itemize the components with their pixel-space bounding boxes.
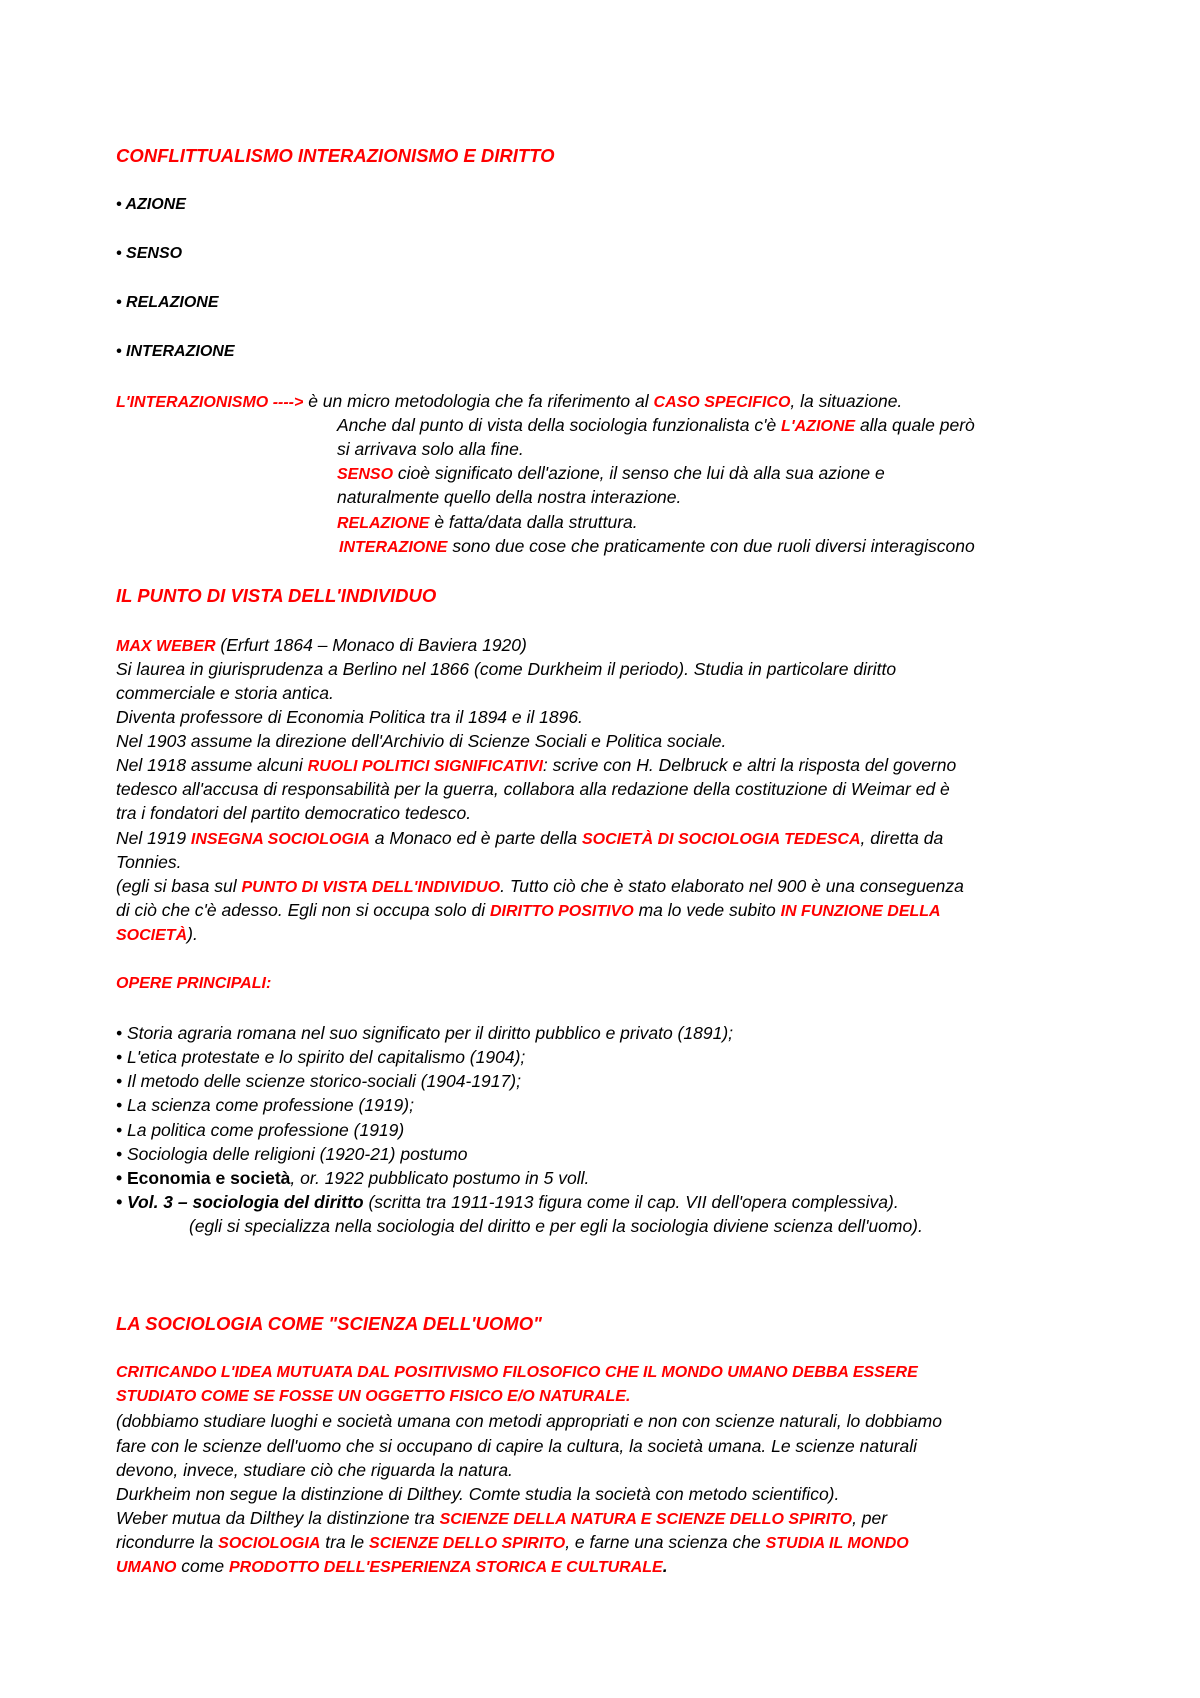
text-span: Nel 1918 assume alcuni — [116, 755, 308, 775]
opera-item: • La scienza come professione (1919); — [116, 1095, 414, 1115]
opera-note: (egli si specializza nella sociologia del diritto e per egli la sociologia diviene scienza dell'uomo). — [189, 1216, 923, 1236]
crit-line-1: CRITICANDO L'IDEA MUTUATA DAL POSITIVISMO FILOSOFICO CHE IL MONDO UMANO DEBBA ESSERE — [116, 1364, 918, 1381]
text-span: (egli si basa sul — [116, 876, 242, 896]
interazionismo-label: L'INTERAZIONISMO ----> — [116, 394, 304, 411]
text-span: . Tutto ciò che è stato elaborato nel 900 è una conseguenza — [500, 876, 964, 896]
interazionismo-line-5: naturalmente quello della nostra interazione. — [337, 487, 682, 507]
opera-item-economia — [116, 1166, 1096, 1191]
red-term: STUDIA IL MONDO — [765, 1535, 909, 1552]
text-span: di ciò che c'è adesso. Egli non si occupa solo di — [116, 900, 490, 920]
weber-p9: Tonnies. — [116, 852, 182, 872]
interazionismo-line-7 — [339, 534, 1099, 561]
text-span: sono due cose che praticamente con due ruoli diversi interagiscono — [447, 536, 975, 556]
weber-p12 — [116, 922, 1096, 949]
section-title-scienza-uomo: LA SOCIOLOGIA COME "SCIENZA DELL'UOMO" — [116, 1313, 542, 1334]
opera-item: • Storia agraria romana nel suo significato per il diritto pubblico e privato (1891); — [116, 1023, 734, 1043]
red-term: IN FUNZIONE DELLA — [780, 903, 941, 920]
text-span: (Erfurt 1864 – Monaco di Baviera 1920) — [215, 635, 527, 655]
opere-title: OPERE PRINCIPALI: — [116, 975, 272, 992]
bullet-relazione: • RELAZIONE — [116, 294, 219, 311]
opera-item-vol3 — [116, 1190, 1096, 1215]
interazionismo-line-6 — [337, 510, 1097, 537]
text-span: tra le — [320, 1532, 370, 1552]
bold-term: • Economia e società — [116, 1168, 291, 1188]
weber-p1: Si laurea in giurisprudenza a Berlino nel 1866 (come Durkheim il periodo). Studia in particolare diritto — [116, 659, 897, 679]
red-term: INSEGNA SOCIOLOGIA — [190, 831, 370, 848]
text-span: , diretta da — [860, 828, 944, 848]
dilthey-p1: (dobbiamo studiare luoghi e società umana con metodi appropriati e non con scienze naturali, lo dobbiamo — [116, 1411, 942, 1431]
text-span: Nel 1919 — [116, 828, 191, 848]
text-span: Weber mutua da Dilthey la distinzione tra — [116, 1508, 440, 1528]
opera-item: • La politica come professione (1919) — [116, 1120, 405, 1140]
text-span: , e farne una scienza che — [565, 1532, 766, 1552]
weber-p4: Nel 1903 assume la direzione dell'Archivio di Scienze Sociali e Politica sociale. — [116, 731, 727, 751]
weber-p8 — [116, 826, 1096, 853]
text-span: ). — [187, 924, 198, 944]
text-span: a Monaco ed è parte della — [369, 828, 582, 848]
interazionismo-line-3: si arrivava solo alla fine. — [337, 439, 524, 459]
weber-dilthey-line-1 — [116, 1506, 1096, 1533]
dilthey-p3: devono, invece, studiare ciò che riguarda la natura. — [116, 1460, 513, 1480]
interazionismo-line — [116, 389, 1096, 416]
red-term: INTERAZIONE — [339, 539, 448, 556]
text-span: (scritta tra 1911-1913 figura come il cap. VII dell'opera complessiva). — [363, 1192, 899, 1212]
red-term: SCIENZE DELLO SPIRITO — [369, 1535, 566, 1552]
opera-item: • L'etica protestate e lo spirito del capitalismo (1904); — [116, 1047, 526, 1067]
dilthey-p2: fare con le scienze dell'uomo che si occupano di capire la cultura, la società umana. Le scienze naturali — [116, 1436, 918, 1456]
red-term: SOCIOLOGIA — [218, 1535, 321, 1552]
red-term: PUNTO DI VISTA DELL'INDIVIDUO — [241, 879, 501, 896]
red-term: RUOLI POLITICI SIGNIFICATIVI — [307, 758, 543, 775]
weber-p5 — [116, 753, 1096, 780]
weber-p2: commerciale e storia antica. — [116, 683, 334, 703]
text-span: , per — [852, 1508, 888, 1528]
red-term: CASO SPECIFICO — [653, 394, 791, 411]
bold-term: • Vol. 3 – sociologia del diritto — [116, 1192, 364, 1212]
interazionismo-line-2 — [337, 413, 1097, 440]
weber-dilthey-line-3 — [116, 1554, 1096, 1581]
red-term: SCIENZE DELLA NATURA E SCIENZE DELLO SPIRITO — [439, 1511, 853, 1528]
text-span: , la situazione. — [790, 391, 903, 411]
weber-p7: tra i fondatori del partito democratico tedesco. — [116, 803, 472, 823]
weber-p11 — [116, 898, 1096, 925]
red-term: PRODOTTO DELL'ESPERIENZA STORICA E CULTURALE — [228, 1559, 663, 1576]
text-span: Anche dal punto di vista della sociologia funzionalista c'è — [337, 415, 782, 435]
text-span: ricondurre la — [116, 1532, 219, 1552]
weber-dilthey-line-2 — [116, 1530, 1096, 1557]
text-span: , or. 1922 pubblicato postumo in 5 voll. — [290, 1168, 590, 1188]
text-span: alla quale però — [855, 415, 975, 435]
text-span: come — [176, 1556, 229, 1576]
red-term: DIRITTO POSITIVO — [489, 903, 634, 920]
red-term: MAX WEBER — [116, 638, 216, 655]
weber-p10 — [116, 874, 1096, 901]
text-span: . — [662, 1556, 668, 1576]
weber-heading — [116, 633, 1096, 660]
text-span: cioè significato dell'azione, il senso che lui dà alla sua azione e — [393, 463, 885, 483]
red-term: L'AZIONE — [781, 418, 856, 435]
section-title-punto-di-vista: IL PUNTO DI VISTA DELL'INDIVIDUO — [116, 585, 437, 606]
text-span: è un micro metodologia che fa riferimento al — [303, 391, 654, 411]
section-title-conflittualismo: CONFLITTUALISMO INTERAZIONISMO E DIRITTO — [116, 145, 555, 166]
interazionismo-line-4 — [337, 461, 1097, 488]
dilthey-p4: Durkheim non segue la distinzione di Dilthey. Comte studia la società con metodo scientifico). — [116, 1484, 840, 1504]
crit-line-2: STUDIATO COME SE FOSSE UN OGGETTO FISICO E/O NATURALE. — [116, 1388, 631, 1405]
red-term: SENSO — [337, 466, 394, 483]
bullet-azione: • AZIONE — [116, 196, 186, 213]
text-span: è fatta/data dalla struttura. — [429, 512, 638, 532]
red-term: UMANO — [116, 1559, 177, 1576]
weber-p6: tedesco all'accusa di responsabilità per la guerra, collabora alla redazione della costituzione di Weimar ed è — [116, 779, 950, 799]
weber-p3: Diventa professore di Economia Politica tra il 1894 e il 1896. — [116, 707, 583, 727]
text-span: : scrive con H. Delbruck e altri la risposta del governo — [542, 755, 957, 775]
opera-item: • Il metodo delle scienze storico-sociali (1904-1917); — [116, 1071, 521, 1091]
bullet-interazione: • INTERAZIONE — [116, 343, 235, 360]
red-term: SOCIETÀ — [116, 927, 188, 944]
text-span: ma lo vede subito — [633, 900, 781, 920]
opera-item: • Sociologia delle religioni (1920-21) postumo — [116, 1144, 468, 1164]
red-term: SOCIETÀ DI SOCIOLOGIA TEDESCA — [582, 831, 861, 848]
red-term: RELAZIONE — [337, 515, 430, 532]
bullet-senso: • SENSO — [116, 245, 183, 262]
